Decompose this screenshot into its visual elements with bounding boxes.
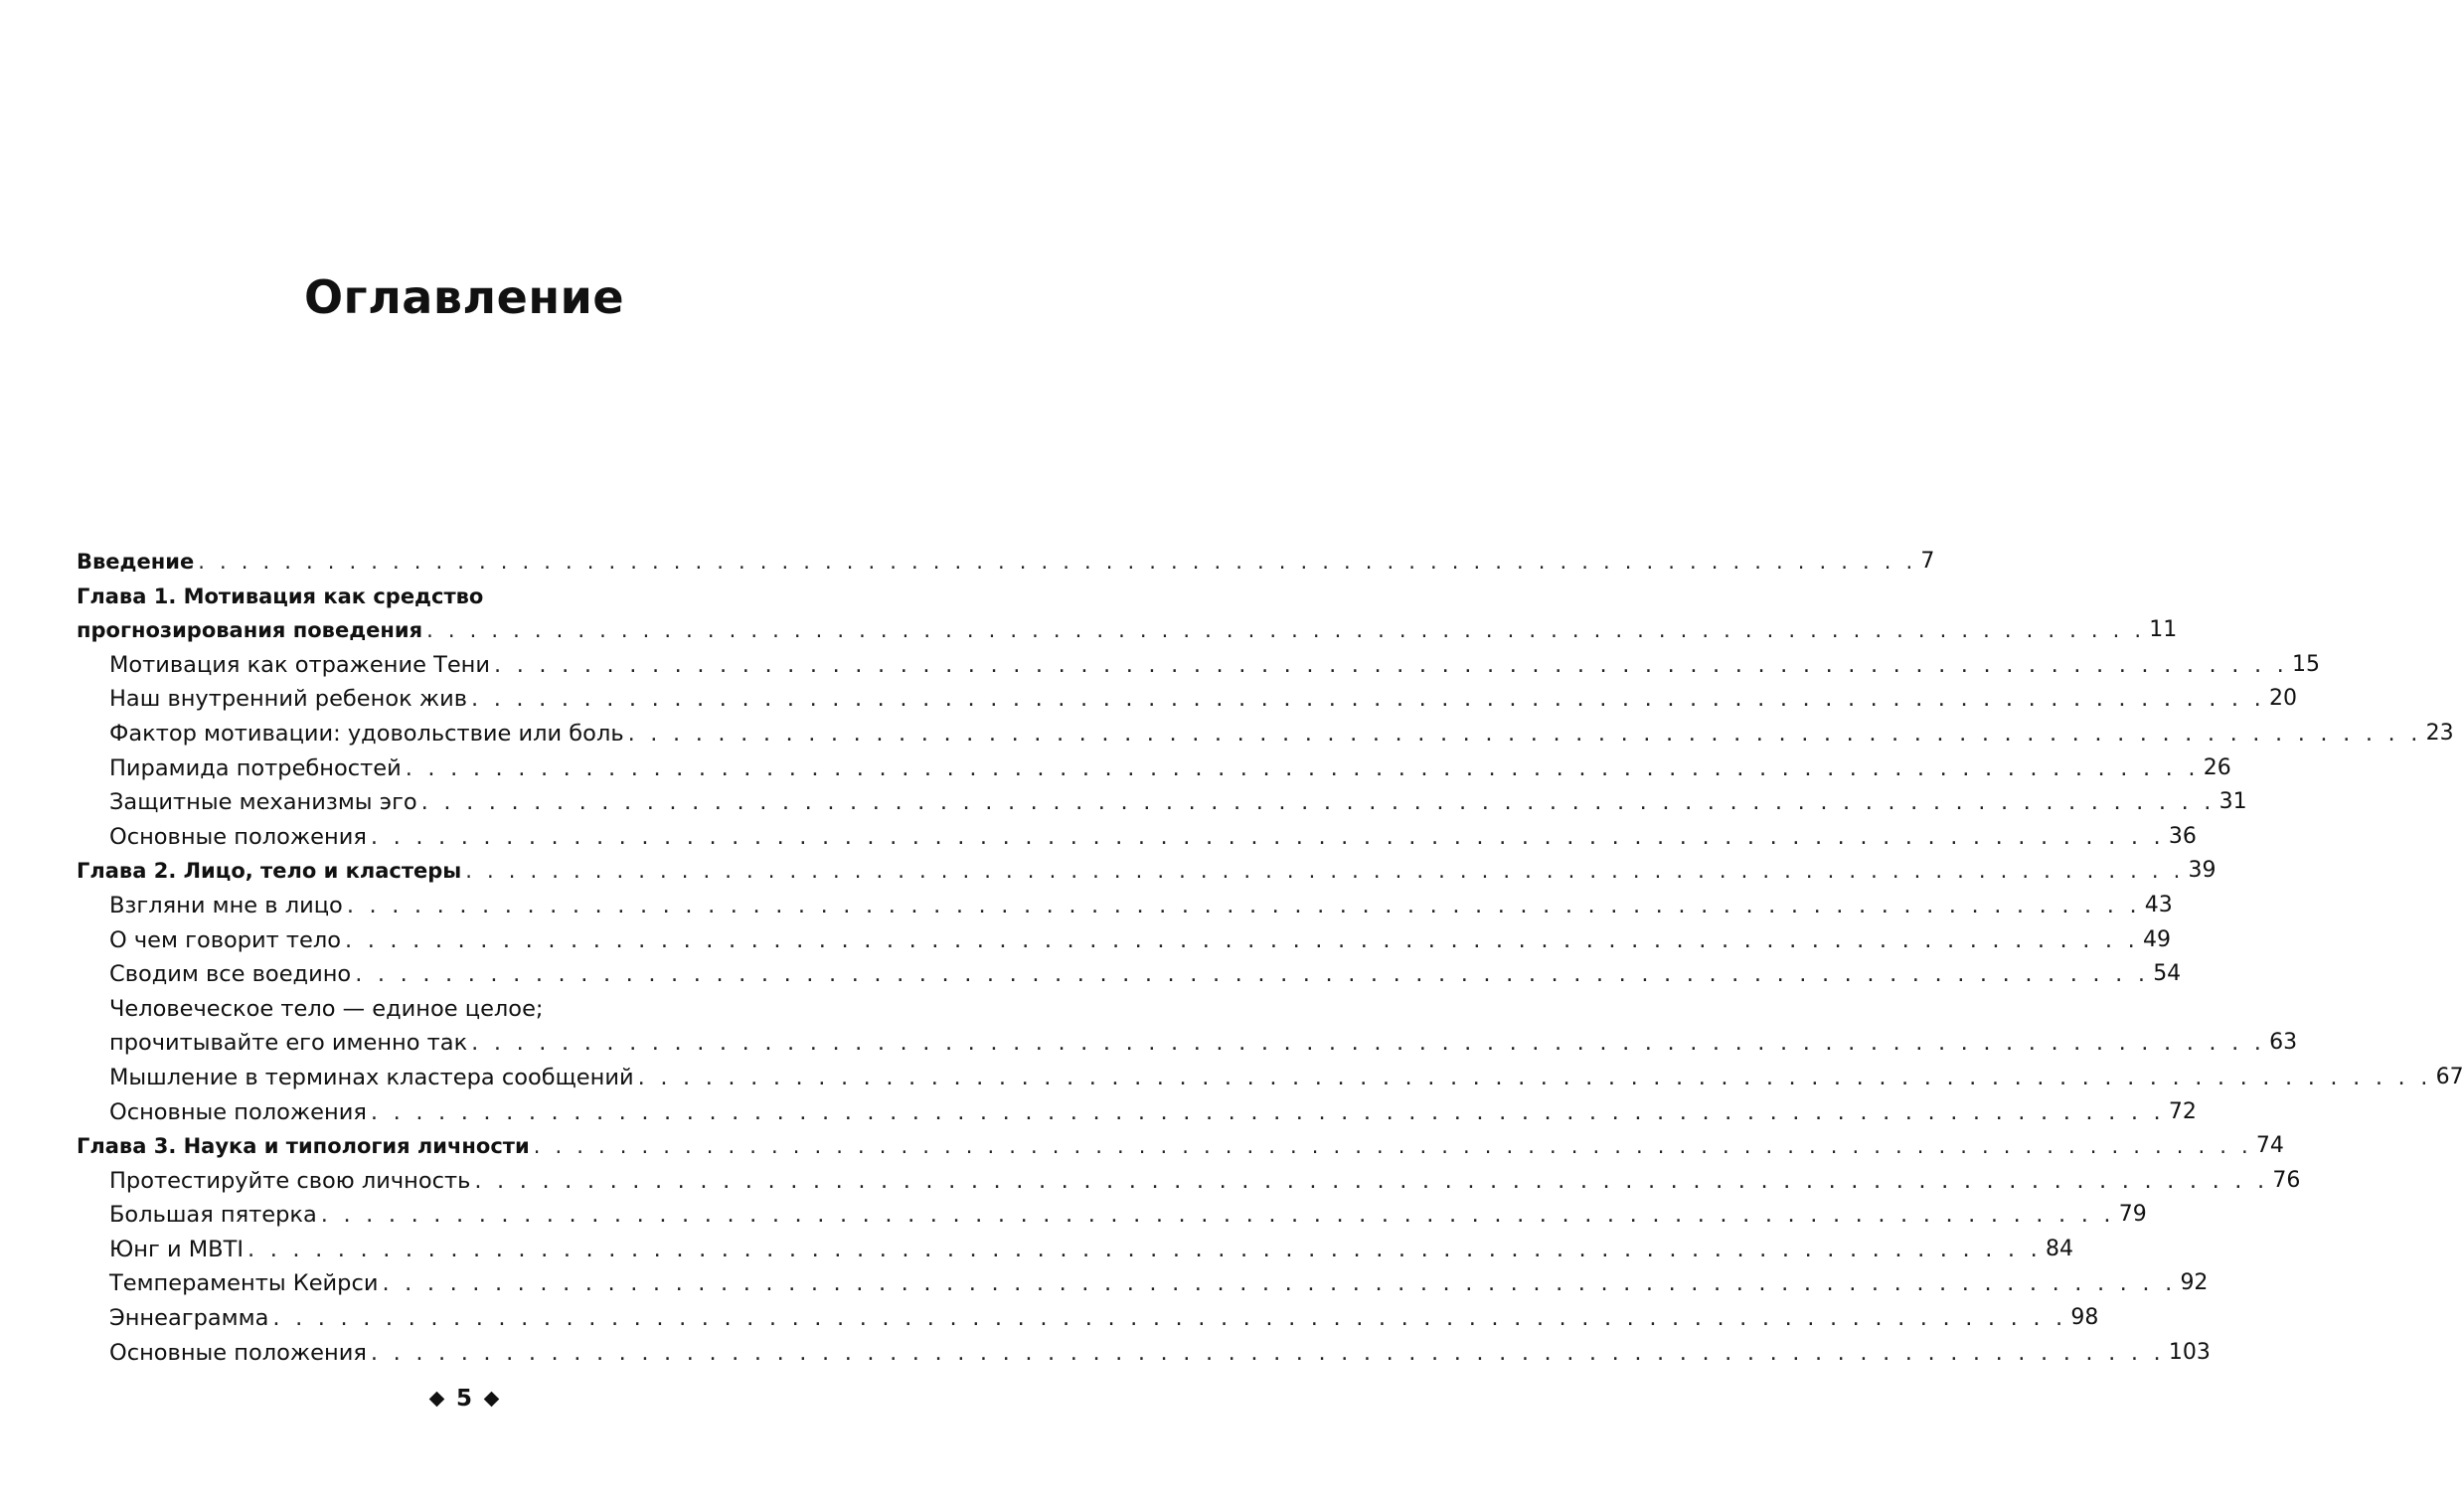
- toc-entry-label: Большая пятерка: [109, 1202, 317, 1229]
- toc-entry-label: Эннеаграмма: [109, 1305, 269, 1332]
- toc-entry-page: 67: [2435, 1064, 2464, 1089]
- toc-section-entry: [77, 957, 2182, 992]
- toc-section-entry: [77, 1164, 2301, 1199]
- toc-entry-page: 72: [2168, 1098, 2197, 1124]
- toc-entry-label: Мышление в терминах кластера сообщений: [109, 1064, 634, 1090]
- toc-leader-dots: . . . . . . . . . . . . . . . . . . . . . . . . . . . . . . . . . . . . . . . . . . . . . . . . . . . . . . . . . . . . . . . . . . . . . . . . . . . . . . . .: [471, 1030, 2266, 1057]
- toc-entry-label: Темпераменты Кейрси: [109, 1270, 379, 1297]
- toc-leader-dots: . . . . . . . . . . . . . . . . . . . . . . . . . . . . . . . . . . . . . . . . . . . . . . . . . . . . . . . . . . . . . . . . . . . . . . . . . . . . . . . .: [370, 1098, 2165, 1125]
- toc-entry-page: 7: [1920, 549, 1935, 574]
- toc-leader-dots: . . . . . . . . . . . . . . . . . . . . . . . . . . . . . . . . . . . . . . . . . . . . . . . . . . . . . . . . . . . . . . . . . . . . . . . . . . . . . . . .: [272, 1305, 2067, 1332]
- toc-entry-page: 74: [2255, 1133, 2284, 1159]
- toc-section-entry: [77, 1301, 2099, 1336]
- toc-entry-label: Глава 3. Наука и типология личности: [77, 1134, 530, 1159]
- toc-entry-page: 76: [2272, 1167, 2301, 1193]
- toc-chapter-entry: [77, 854, 2217, 889]
- toc-entry-page: 23: [2425, 720, 2454, 746]
- toc-leader-dots: . . . . . . . . . . . . . . . . . . . . . . . . . . . . . . . . . . . . . . . . . . . . . . . . . . . . . . . . . . . . . . . . . . . . . . . . . . . . . . . .: [320, 1202, 2115, 1229]
- toc-section-entry: [77, 785, 2247, 820]
- toc-section-entry: [77, 682, 2297, 717]
- toc-chapter-entry: [77, 545, 1935, 580]
- toc-entry-label: Основные положения: [109, 1098, 367, 1125]
- toc-entry-page: 31: [2218, 789, 2247, 815]
- toc-entry-label: Защитные механизмы эго: [109, 789, 417, 816]
- diamond-right-icon: [484, 1391, 500, 1407]
- toc-entry-label: Глава 2. Лицо, тело и кластеры: [77, 859, 462, 884]
- toc-section-entry: [77, 1026, 2298, 1061]
- toc-entry-page: 103: [2168, 1339, 2211, 1365]
- toc-entry-label: Пирамида потребностей: [109, 754, 402, 781]
- toc-leader-dots: . . . . . . . . . . . . . . . . . . . . . . . . . . . . . . . . . . . . . . . . . . . . . . . . . . . . . . . . . . . . . . . . . . . . . . . . . . . . . . . .: [382, 1270, 2177, 1297]
- toc-section-entry: [77, 648, 2320, 683]
- toc-entry-label: Основные положения: [109, 1339, 367, 1366]
- toc-chapter-entry: [77, 1129, 2284, 1164]
- toc-entry-page: 43: [2144, 892, 2173, 917]
- toc-leader-dots: . . . . . . . . . . . . . . . . . . . . . . . . . . . . . . . . . . . . . . . . . . . . . . . . . . . . . . . . . . . . . . . . . . . . . . . . . . . . . . . .: [474, 1167, 2269, 1194]
- toc-leader-dots: . . . . . . . . . . . . . . . . . . . . . . . . . . . . . . . . . . . . . . . . . . . . . . . . . . . . . . . . . . . . . . . . . . . . . . . . . . . . . . . .: [355, 961, 2150, 988]
- toc-entry-page: 15: [2292, 651, 2320, 677]
- toc-entry-label: О чем говорит тело: [109, 926, 341, 953]
- toc-chapter-entry: [77, 613, 2178, 648]
- toc-entry-label: Основные положения: [109, 823, 367, 850]
- toc-leader-dots: . . . . . . . . . . . . . . . . . . . . . . . . . . . . . . . . . . . . . . . . . . . . . . . . . . . . . . . . . . . . . . . . . . . . . . . . . . . . . . . .: [494, 651, 2288, 678]
- toc-entry-label: Мотивация как отражение Тени: [109, 651, 491, 678]
- toc-entry-label: Сводим все воедино: [109, 961, 352, 988]
- toc-leader-dots: . . . . . . . . . . . . . . . . . . . . . . . . . . . . . . . . . . . . . . . . . . . . . . . . . . . . . . . . . . . . . . . . . . . . . . . . . . . . . . . .: [627, 720, 2422, 747]
- toc-entry-page: 20: [2268, 686, 2297, 712]
- toc-section-entry: [77, 751, 2231, 786]
- toc-entry-page: 36: [2168, 823, 2197, 849]
- toc-entry-page: 39: [2188, 858, 2217, 884]
- toc-section-entry: [77, 1198, 2147, 1233]
- toc-section-entry: [77, 1266, 2209, 1301]
- toc-leader-dots: . . . . . . . . . . . . . . . . . . . . . . . . . . . . . . . . . . . . . . . . . . . . . . . . . . . . . . . . . . . . . . . . . . . . . . . . . . . . . . . .: [637, 1064, 2432, 1090]
- toc-entry-label: Введение: [77, 550, 195, 574]
- toc-line: Человеческое тело — единое целое;: [109, 995, 544, 1022]
- toc-leader-dots: . . . . . . . . . . . . . . . . . . . . . . . . . . . . . . . . . . . . . . . . . . . . . . . . . . . . . . . . . . . . . . . . . . . . . . . . . . . . . . . .: [465, 859, 2185, 884]
- toc-section-entry: [77, 923, 2171, 958]
- toc-section-entry: [77, 1336, 2211, 1371]
- toc-entry-page: 98: [2070, 1305, 2099, 1331]
- toc-section-entry: [77, 717, 2454, 751]
- toc-leader-dots: . . . . . . . . . . . . . . . . . . . . . . . . . . . . . . . . . . . . . . . . . . . . . . . . . . . . . . . . . . . . . . . . . . . . . . . . . . . . . . . .: [405, 754, 2200, 781]
- toc-leader-dots: . . . . . . . . . . . . . . . . . . . . . . . . . . . . . . . . . . . . . . . . . . . . . . . . . . . . . . . . . . . . . . . . . . . . . . . . . . . . . . . .: [246, 1236, 2042, 1262]
- table-of-contents: [77, 545, 2464, 1370]
- toc-entry-label: Фактор мотивации: удовольствие или боль: [109, 720, 624, 747]
- toc-entry-page: 49: [2142, 926, 2171, 952]
- toc-leader-dots: . . . . . . . . . . . . . . . . . . . . . . . . . . . . . . . . . . . . . . . . . . . . . . . . . . . . . . . . . . . . . . . . . . . . . . . . . . . . . . . .: [198, 550, 1917, 574]
- toc-entry-page: 79: [2118, 1202, 2147, 1228]
- diamond-left-icon: [429, 1391, 445, 1407]
- toc-leader-dots: . . . . . . . . . . . . . . . . . . . . . . . . . . . . . . . . . . . . . . . . . . . . . . . . . . . . . . . . . . . . . . . . . . . . . . . . . . . . . . . .: [420, 789, 2216, 816]
- toc-entry-label: Протестируйте свою личность: [109, 1167, 471, 1194]
- toc-leader-dots: . . . . . . . . . . . . . . . . . . . . . . . . . . . . . . . . . . . . . . . . . . . . . . . . . . . . . . . . . . . . . . . . . . . . . . . . . . . . . . . .: [346, 892, 2141, 918]
- toc-section-entry: [77, 889, 2173, 923]
- toc-leader-dots: . . . . . . . . . . . . . . . . . . . . . . . . . . . . . . . . . . . . . . . . . . . . . . . . . . . . . . . . . . . . . . . . . . . . . . . . . . . . . . . .: [426, 618, 2146, 643]
- toc-leader-dots: . . . . . . . . . . . . . . . . . . . . . . . . . . . . . . . . . . . . . . . . . . . . . . . . . . . . . . . . . . . . . . . . . . . . . . . . . . . . . . . .: [471, 686, 2265, 713]
- toc-section-entry: [77, 1061, 2464, 1095]
- toc-entry-page: 54: [2153, 961, 2182, 987]
- toc-entry-label: Юнг и MBTI: [109, 1236, 244, 1262]
- page-number: 5: [455, 1386, 472, 1412]
- toc-entry-label: Наш внутренний ребенок жив: [109, 686, 467, 713]
- toc-section-entry: [77, 1095, 2197, 1130]
- toc-entry-page: 84: [2045, 1236, 2073, 1261]
- toc-entry-label: прогнозирования поведения: [77, 618, 423, 643]
- toc-section-entry: [77, 1233, 2073, 1267]
- toc-leader-dots: . . . . . . . . . . . . . . . . . . . . . . . . . . . . . . . . . . . . . . . . . . . . . . . . . . . . . . . . . . . . . . . . . . . . . . . . . . . . . . . .: [370, 1339, 2165, 1366]
- toc-leader-dots: . . . . . . . . . . . . . . . . . . . . . . . . . . . . . . . . . . . . . . . . . . . . . . . . . . . . . . . . . . . . . . . . . . . . . . . . . . . . . . . .: [345, 926, 2139, 953]
- toc-entry-page: 92: [2180, 1270, 2209, 1296]
- toc-entry-page: 63: [2269, 1030, 2298, 1056]
- toc-entry-page: 26: [2203, 754, 2231, 780]
- toc-entry-page: 11: [2149, 617, 2178, 643]
- toc-section-entry: [77, 820, 2197, 855]
- toc-leader-dots: . . . . . . . . . . . . . . . . . . . . . . . . . . . . . . . . . . . . . . . . . . . . . . . . . . . . . . . . . . . . . . . . . . . . . . . . . . . . . . . .: [533, 1134, 2252, 1159]
- page-title: Оглавление: [303, 270, 625, 324]
- toc-entry-label: Взгляни мне в лицо: [109, 892, 343, 918]
- toc-line: Глава 1. Мотивация как средство: [77, 583, 484, 608]
- toc-entry-label: прочитывайте его именно так: [109, 1030, 468, 1057]
- page-footer: [0, 1386, 928, 1412]
- toc-leader-dots: . . . . . . . . . . . . . . . . . . . . . . . . . . . . . . . . . . . . . . . . . . . . . . . . . . . . . . . . . . . . . . . . . . . . . . . . . . . . . . . .: [370, 823, 2165, 850]
